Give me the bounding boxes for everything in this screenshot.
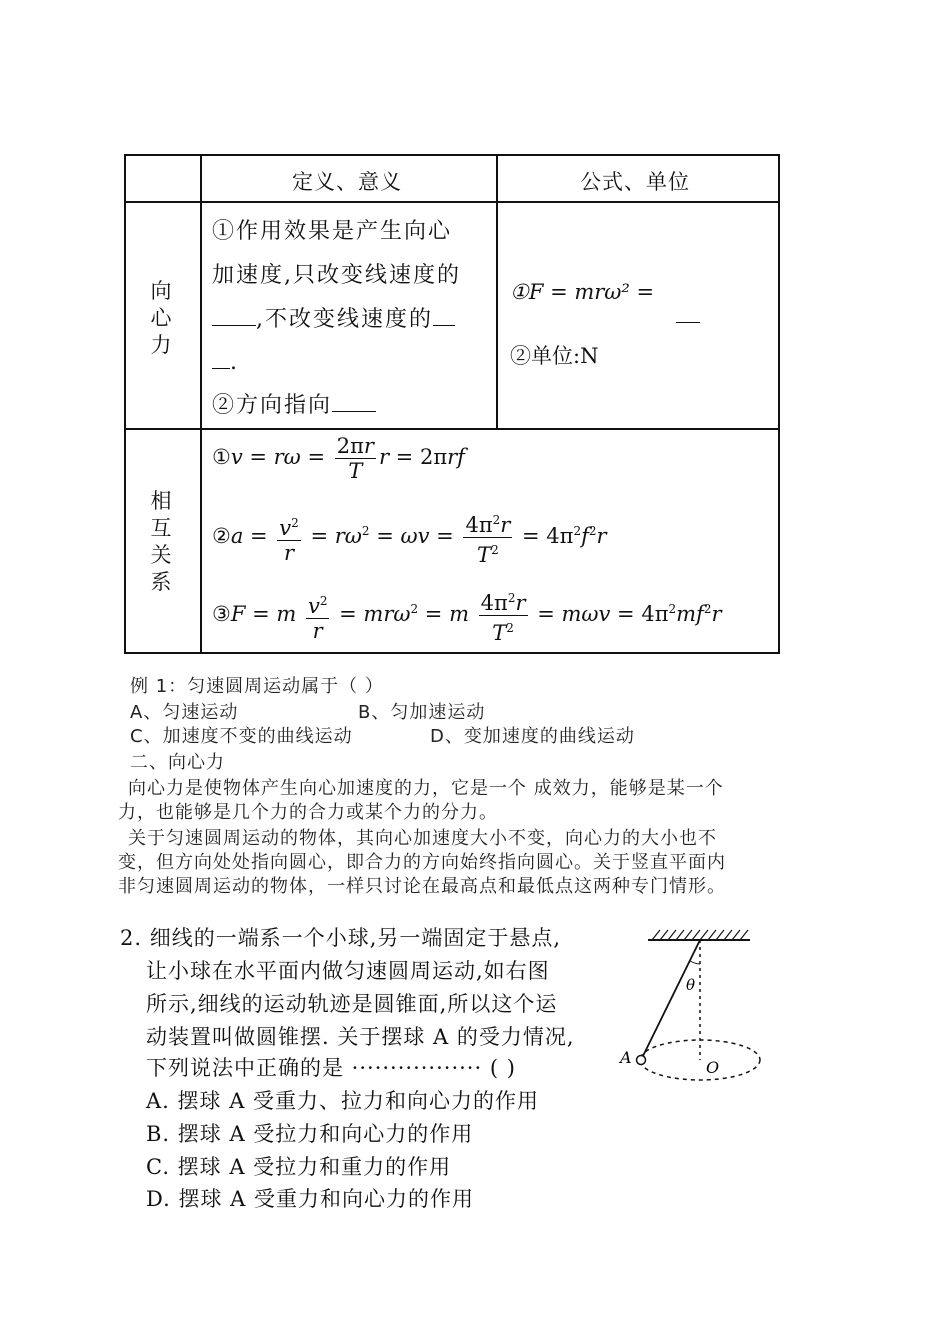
example-option-d: D、变加速度的曲线运动	[430, 726, 635, 747]
row-label-relations	[146, 488, 176, 596]
definition-line-3	[212, 302, 455, 333]
paragraph-line: 非匀速圆周运动的物体，一样只讨论在最高点和最低点这两种专门情形。	[118, 876, 726, 897]
paragraph-line: 向心力是使物体产生向心加速度的力，它是一个 成效力，能够是某一个	[128, 778, 724, 799]
theta-label: θ	[686, 976, 696, 994]
section-heading: 二、向心力	[130, 752, 225, 773]
question-option-a: A. 摆球 A 受重力、拉力和向心力的作用	[146, 1089, 540, 1113]
table-header-divider	[126, 201, 778, 203]
question-line: 下列说法中正确的是 ················· ( )	[146, 1056, 516, 1080]
answer-blank	[433, 303, 455, 326]
question-option-b: B. 摆球 A 受拉力和向心力的作用	[146, 1122, 474, 1146]
table-row-divider	[126, 428, 778, 430]
definition-line-1: ①作用效果是产生向心	[212, 219, 453, 244]
question-line: 2. 细线的一端系一个小球,另一端固定于悬点,	[120, 926, 562, 950]
example-option-c: C、加速度不变的曲线运动	[130, 726, 353, 747]
paragraph-line: 变，但方向处处指向圆心，即合力的方向始终指向圆心。关于竖直平面内	[118, 852, 726, 873]
formula-centripetal-force: ①F = mrω² =	[510, 280, 655, 304]
question-line: 动装置叫做圆锥摆. 关于摆球 A 的受力情况,	[146, 1025, 575, 1049]
example-option-b: B、匀加速运动	[358, 702, 486, 723]
ceiling-hatching	[652, 930, 748, 940]
question-option-c: C. 摆球 A 受拉力和重力的作用	[146, 1155, 452, 1179]
row-label-centripetal-force	[146, 278, 176, 359]
question-line: 让小球在水平面内做匀速圆周运动,如右图	[146, 959, 550, 983]
table-col-divider-1	[200, 156, 202, 652]
definition-line-2: 加速度,只改变线速度的	[212, 263, 461, 288]
ball-icon	[637, 1056, 646, 1065]
angle-arc	[690, 961, 700, 964]
formula-linear-velocity: ①v = rω = $\frac{2\pi r}{T}$ r = 2πrf	[212, 434, 465, 483]
definition-line-4	[212, 346, 239, 375]
answer-blank	[212, 346, 230, 369]
answer-blank	[332, 389, 376, 412]
row-label-char: 向	[150, 279, 172, 303]
definition-line-5	[212, 388, 376, 419]
question-option-d: D. 摆球 A 受重力和向心力的作用	[146, 1187, 474, 1211]
ball-label: A	[620, 1048, 632, 1067]
answer-blank	[212, 303, 256, 326]
row-label-char: 心	[150, 306, 172, 330]
example-option-a: A、匀速运动	[130, 702, 239, 723]
answer-blank	[676, 300, 700, 323]
header-formula: 公式、单位	[580, 170, 690, 194]
formula-force: ③F = m $\frac{v^2}{r}$ = mrω$^2$ = m $\frac{4\pi^2r}{T^2}$ = $m\omega v = 4\pi^2mf^2r$	[212, 586, 722, 645]
header-definition: 定义、意义	[292, 170, 402, 194]
definition-line-5-text: ②方向指向	[212, 393, 333, 418]
row-label-char: 互	[150, 516, 172, 540]
table-col-divider-2	[496, 156, 498, 429]
formula-acceleration: ②a = $\frac{v^2}{r}$ = $r\omega^2 = \omega v$ = $\frac{4\pi^2r}{T^2}$ = $4\pi^2f^2r$	[212, 508, 607, 567]
paragraph-line: 力，也能够是几个力的合力或某个力的分力。	[118, 802, 498, 823]
conical-pendulum-diagram	[608, 918, 778, 1077]
row-label-char: 力	[150, 333, 172, 357]
row-label-char: 系	[150, 570, 172, 594]
row-label-char: 关	[150, 543, 172, 567]
example-stem: 例 1：匀速圆周运动属于（ ）	[130, 676, 384, 697]
definition-line-3-text: ,不改变线速度的	[256, 307, 433, 332]
question-line: 所示,细线的运动轨迹是圆锥面,所以这个运	[146, 992, 558, 1016]
definition-line-4-text: .	[230, 350, 239, 375]
formula-unit: ②单位:N	[510, 344, 599, 368]
paragraph-line: 关于匀速圆周运动的物体，其向心加速度大小不变，向心力的大小也不	[128, 828, 717, 849]
row-label-char: 相	[150, 489, 172, 513]
center-label: O	[706, 1058, 720, 1077]
